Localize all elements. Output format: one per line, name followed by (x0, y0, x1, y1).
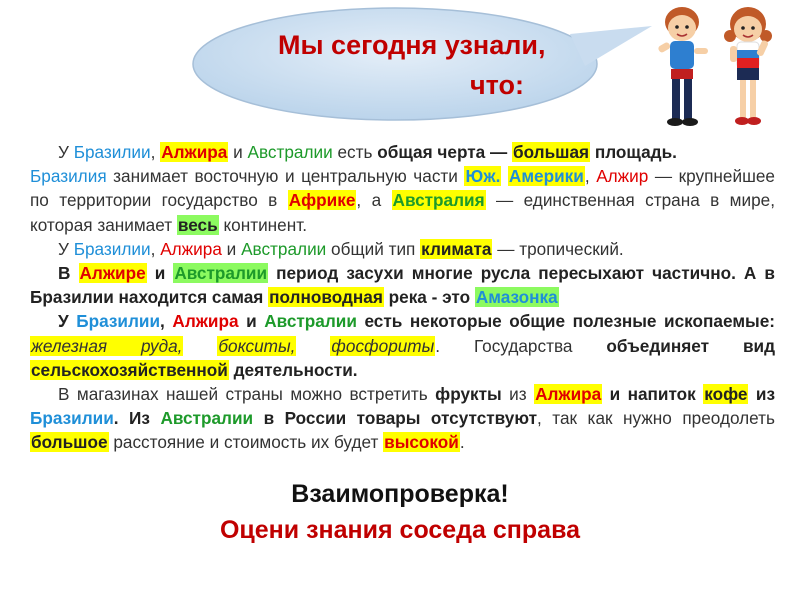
word-australia: Австралия (392, 190, 485, 211)
text-fragment: расстояние и стоимость их будет (108, 432, 384, 453)
text-fragment: континент. (218, 214, 307, 235)
word-fruits: фрукты (435, 384, 502, 405)
word-high: высокой (384, 432, 459, 453)
text-fragment: — крупнейшее по территории государство в (30, 166, 775, 211)
text-fragment: в России товары отсутствуют (253, 408, 538, 429)
word-australia: Австралии (247, 142, 333, 162)
word-agricultural: сельскохозяйственной (31, 359, 228, 380)
word-brazil: Бразилия (30, 166, 107, 187)
text-fragment (501, 166, 508, 186)
girl-figure (724, 7, 772, 125)
text-fragment: У (58, 238, 74, 259)
word-america: Америки (508, 166, 584, 187)
text-fragment: и (221, 238, 242, 259)
word-brazil: Бразилии (73, 142, 151, 162)
word-algeria: Алжира (160, 238, 222, 259)
peer-check-title: Взаимопроверка! (291, 480, 509, 508)
word-phosphorite: фосфориты (331, 335, 435, 356)
word-australia: Австралии (264, 311, 357, 332)
text-fragment: У (58, 142, 74, 162)
text-fragment: из (501, 384, 535, 405)
paragraph-1 (30, 140, 775, 164)
text-fragment (296, 336, 330, 356)
word-entire: весь (177, 214, 218, 235)
word-africa: Африке (288, 190, 356, 211)
word-bauxite: бокситы, (218, 335, 296, 356)
text-fragment: , (150, 238, 161, 259)
text-fragment: В (58, 263, 79, 284)
paragraph-6 (30, 382, 775, 455)
word-brazil: Бразилии (73, 238, 151, 259)
rate-neighbor-title: Оцени знания соседа справа (219, 516, 581, 544)
text-fragment: река - это (383, 287, 475, 308)
text-fragment: В магазинах нашей страны можно встретить (58, 384, 436, 405)
text-fragment: занимает восточную и центральную части (106, 166, 465, 187)
text-fragment: — тропический. (492, 238, 624, 259)
word-south: Юж. (465, 166, 501, 187)
text-fragment: и (146, 263, 174, 284)
bubble-title-line2: что: (470, 70, 525, 100)
word-full-flowing: полноводная (269, 287, 383, 308)
paragraph-5 (30, 309, 775, 382)
word-australia: Австралии (160, 408, 254, 429)
paragraph-4 (30, 261, 775, 309)
word-area: площадь. (594, 142, 677, 162)
phrase-common-trait: общая черта — (377, 142, 508, 162)
speech-bubble (190, 4, 610, 122)
text-fragment: объединяет вид (606, 335, 775, 356)
bubble-title-line1: Мы сегодня узнали, (278, 30, 546, 60)
boy-figure (657, 7, 708, 126)
text-fragment: . (459, 432, 465, 453)
kids-illustration (640, 0, 800, 140)
text-fragment: есть (332, 142, 378, 162)
text-fragment: и напиток (602, 384, 704, 405)
speech-bubble-shape (190, 4, 660, 129)
word-brazil: Бразилии (76, 311, 161, 332)
text-fragment: есть некоторые общие полезные ископаемые: (356, 311, 775, 332)
text-fragment: деятельности. (228, 359, 358, 380)
text-fragment: общий тип (326, 238, 421, 259)
word-climate: климата (421, 238, 492, 259)
word-australia: Австралии (174, 263, 268, 284)
text-fragment: У (58, 311, 77, 332)
word-iron-ore: железная руда, (31, 335, 183, 356)
text-fragment: , так как нужно преодолеть (537, 408, 775, 429)
word-brazil: Бразилии (30, 408, 114, 429)
paragraph-2 (30, 164, 775, 237)
text-fragment: период засухи многие русла пересыхают частично. А в Бразилии находится самая (30, 263, 775, 308)
text-fragment: и (238, 311, 265, 332)
text-fragment: , (150, 142, 161, 162)
text-fragment: , (584, 166, 597, 187)
text-fragment: из (748, 384, 775, 405)
word-large: большая (512, 142, 590, 162)
text-fragment: , (160, 311, 173, 332)
text-fragment (183, 336, 217, 356)
word-coffee: кофе (704, 384, 748, 405)
word-algeria: Алжира (161, 142, 228, 162)
word-algeria: Алжира (172, 311, 239, 332)
word-amazon: Амазонка (475, 287, 558, 308)
text-fragment: и (228, 142, 248, 162)
text-fragment: . Из (113, 408, 161, 429)
word-large-distance: большое (31, 432, 108, 453)
text-fragment: — единственная страна в мире, которая занимает (30, 190, 775, 235)
text-fragment: . Государства (435, 335, 607, 356)
word-australia: Австралии (241, 238, 327, 259)
paragraph-3 (30, 237, 775, 261)
text-fragment: , а (356, 190, 392, 211)
word-algeria: Алжир (596, 166, 649, 187)
word-algeria: Алжире (79, 263, 146, 284)
word-algeria: Алжира (535, 384, 602, 405)
summary-text (30, 140, 775, 455)
